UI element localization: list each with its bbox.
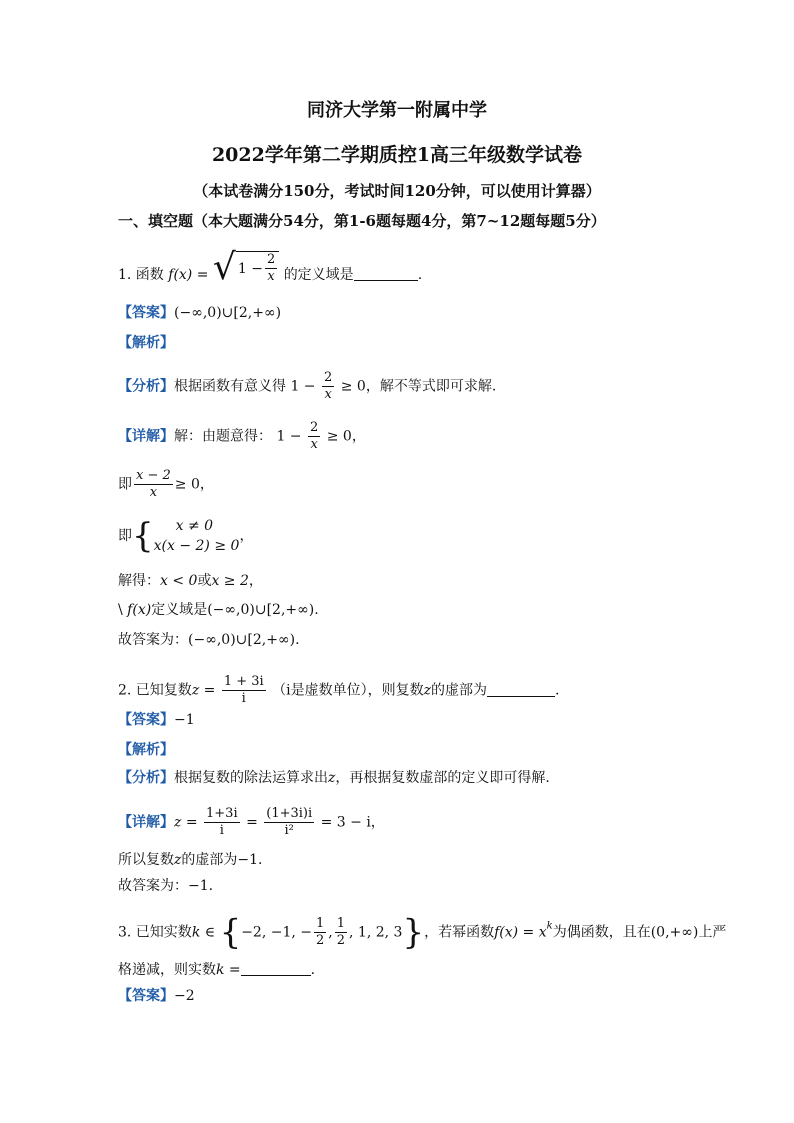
q2-note: （i是虚数单位），则复数 <box>272 682 424 699</box>
q1-detail-pre: 解：由题意得： <box>174 428 272 445</box>
q1-sqrt: √ 1 − $\frac{2}{x}$ <box>213 250 279 286</box>
q1-func-lhs: f(x) = <box>168 267 209 283</box>
q1-jiexi-label: 【解析】 <box>118 335 174 351</box>
q1-system <box>154 516 240 556</box>
q1-dom-text: 定义域是 <box>151 602 208 618</box>
q3-answer-blank[interactable] <box>241 961 311 976</box>
q3-frac2 <box>335 916 347 949</box>
q1-final-text: 故答案为： <box>118 632 188 648</box>
q1-jiexi-line <box>118 333 174 353</box>
q2-analysis-z: z <box>328 770 336 786</box>
q1-analysis-post: ，解不等式即可求解. <box>365 378 497 395</box>
q3-stem-line1 <box>118 912 727 953</box>
q1-system-line <box>118 516 253 556</box>
q1-answer-label: 【答案】 <box>118 305 174 321</box>
q1-sqrt-lead: 1 − <box>237 260 263 277</box>
q3-set-open-brace: { <box>219 912 242 953</box>
q1-dom-backslash: \ <box>118 602 123 618</box>
q1-fraction <box>265 252 277 285</box>
q1-analysis-pre: 根据函数有意义得 <box>174 378 286 395</box>
q2-answer-blank[interactable] <box>487 682 555 697</box>
q1-analysis-line <box>118 370 496 403</box>
q3-func-exp: k <box>546 920 553 932</box>
q1-final-line <box>118 630 300 650</box>
q3-answer-line <box>118 986 195 1006</box>
q3-func: f(x) = x <box>494 924 547 941</box>
q3-frac1-num: 1 <box>316 916 325 931</box>
q3-set-close-brace: } <box>402 912 425 953</box>
q1-ji2: 即 <box>118 528 132 544</box>
q1-dom-value: (−∞,0)∪[2,+∞) <box>207 602 315 618</box>
q2-jiexi-label: 【解析】 <box>118 742 174 758</box>
q2-detail-frac1 <box>204 806 240 839</box>
q3-answer-value: −2 <box>174 988 195 1004</box>
q1-system-brace: { <box>132 516 154 556</box>
q1-tail: 的定义域是 <box>283 267 354 283</box>
q2-analysis-line <box>118 768 550 788</box>
q1-detail-fraction <box>308 420 320 453</box>
q1-xiangjie-label: 【详解】 <box>118 428 174 445</box>
q1-stem: 1. 函数 f(x) = √ 1 − $\frac{2}{x}$ 的定义域是 . <box>118 247 423 288</box>
q1-analysis-frac-den: x <box>324 387 332 402</box>
q1-analysis-frac-num: 2 <box>324 370 333 385</box>
q1-detail-ge: ≥ 0， <box>326 428 366 445</box>
q2-tail: 的虚部为 <box>431 682 488 699</box>
section-title: 一、填空题（本大题满分54分，第1-6题每题4分，第7~12题每题5分） <box>118 212 606 230</box>
q2-answer-value: −1 <box>174 712 195 728</box>
q1-frac-den: x <box>267 269 275 284</box>
q2-imag-pre: 所以复数 <box>118 852 174 868</box>
q1-analysis-fraction <box>322 370 334 403</box>
q2-detail-line <box>118 806 385 839</box>
q2-detail-frac2-num: (1+3i)i <box>266 806 313 821</box>
q2-imag-z: z <box>174 852 182 868</box>
q2-z: z <box>423 682 432 699</box>
q1-step1-ge: ≥ 0， <box>174 476 214 493</box>
q1-step1-num: x − 2 <box>136 468 171 483</box>
q2-detail-eq: = <box>246 814 258 831</box>
q1-detail-frac-den: x <box>310 437 318 452</box>
q3-set-post: , 1, 2, 3 <box>349 924 403 941</box>
q2-final-line <box>118 876 213 896</box>
q1-analysis-lead: 1 − <box>290 378 316 395</box>
q1-answer-line <box>118 303 281 323</box>
q3-end: . <box>310 962 316 978</box>
q3-stem-line2 <box>118 960 315 980</box>
q1-detail-frac-num: 2 <box>310 420 319 435</box>
q1-step1-line <box>118 468 214 501</box>
q2-detail-frac2 <box>264 806 314 839</box>
exam-title: 2022学年第二学期质控1高三年级数学试卷 <box>211 144 583 166</box>
q2-detail-result: = 3 − i， <box>320 814 385 831</box>
q3-frac1 <box>314 916 326 949</box>
q3-line2: 格递减，则实数 <box>118 962 216 978</box>
q1-number: 1. 函数 <box>118 267 164 283</box>
q2-final: 故答案为：−1. <box>118 878 214 894</box>
q1-answer-blank[interactable] <box>354 266 418 281</box>
q1-answer-value: (−∞,0)∪[2,+∞) <box>174 305 282 321</box>
q2-xiangjie-label: 【详解】 <box>118 814 174 831</box>
q2-number: 2. 已知复数 <box>118 682 192 699</box>
q3-frac1-den: 2 <box>316 933 325 948</box>
q2-frac-num: 1 + 3i <box>223 674 264 689</box>
q1-final-value: (−∞,0)∪[2,+∞) <box>188 632 296 648</box>
q1-solve-a: x < 0 <box>160 573 198 589</box>
q2-detail-frac2-den: i² <box>284 823 294 838</box>
q1-dom-fx: f(x) <box>127 602 152 618</box>
q1-step1-den: x <box>149 485 158 500</box>
q3-mid2: 为偶函数，且在 <box>552 924 651 941</box>
q1-detail-line <box>118 420 366 453</box>
q3-k-eq: k = <box>216 962 241 978</box>
q3-frac2-den: 2 <box>336 933 346 948</box>
q1-detail-lead: 1 − <box>276 428 302 445</box>
q1-frac-num: 2 <box>266 252 276 267</box>
q3-answer-label: 【答案】 <box>118 988 174 1004</box>
q1-domain-line <box>118 600 319 620</box>
q2-imag-line <box>118 850 262 870</box>
q1-solve-or: 或 <box>197 573 212 589</box>
q2-fraction <box>222 674 266 707</box>
q3-set-pre: −2, −1, − <box>241 924 313 941</box>
q2-fenxi-label: 【分析】 <box>118 770 174 786</box>
q1-dom-end: . <box>314 602 319 618</box>
q3-k-in: k ∈ <box>191 924 216 941</box>
q1-solve-line <box>118 571 263 591</box>
q1-final-end: . <box>295 632 300 648</box>
q2-answer-line <box>118 710 195 730</box>
q2-analysis-post: ，再根据复数虚部的定义即可得解. <box>335 770 550 786</box>
q1-analysis-ge: ≥ 0 <box>340 378 366 395</box>
q1-ji1: 即 <box>118 476 132 493</box>
q1-solve-end: ， <box>248 573 263 589</box>
q1-solve-pre: 解得： <box>118 573 160 589</box>
school-title: 同济大学第一附属中学 <box>307 100 487 121</box>
q3-frac2-num: 1 <box>336 916 346 931</box>
q3-number: 3. 已知实数 <box>118 924 192 941</box>
q2-stem: 2. 已知复数z = $\frac{1 + 3i}{i}$ （i是虚数单位），则复数z的虚部为 . <box>118 674 560 706</box>
q1-solve-b: x ≥ 2 <box>211 573 249 589</box>
q1-system-comma: ， <box>239 528 254 544</box>
q3-set-mid: , <box>328 924 333 941</box>
q1-system-line2: x(x − 2) ≥ 0 <box>153 538 240 554</box>
q2-imag-post: 的虚部为−1. <box>181 852 263 868</box>
q2-detail-frac1-den: i <box>219 823 224 838</box>
q2-detail-frac1-num: 1+3i <box>206 806 238 821</box>
q1-system-line1: x ≠ 0 <box>175 518 214 534</box>
q3-interval: (0,+∞) <box>650 924 699 941</box>
q3-mid: ，若幂函数 <box>424 924 495 941</box>
q2-jiexi-line <box>118 740 174 760</box>
q1-fenxi-label: 【分析】 <box>118 378 174 395</box>
q2-answer-label: 【答案】 <box>118 712 174 728</box>
q2-frac-den: i <box>241 691 246 706</box>
q2-z-eq: z = <box>191 682 216 699</box>
q2-detail-z: z = <box>174 814 198 831</box>
q2-analysis-pre: 根据复数的除法运算求出 <box>174 770 328 786</box>
q1-step1-fraction <box>134 468 173 501</box>
q3-tail: 上严 <box>698 924 727 941</box>
exam-note: （本试卷满分150分，考试时间120分钟，可以使用计算器） <box>193 182 601 200</box>
